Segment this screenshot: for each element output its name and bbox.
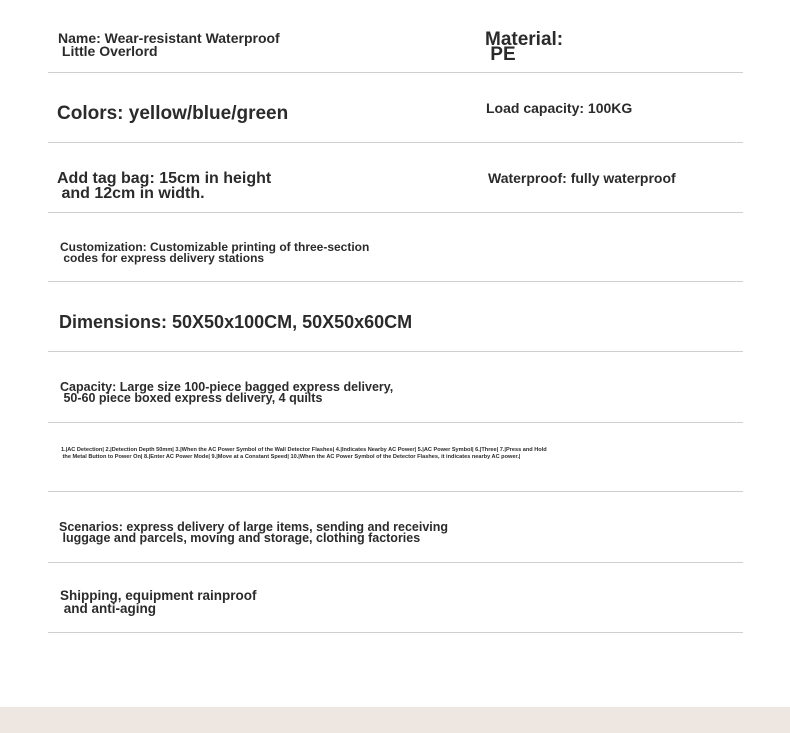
spec-capacity-text: Capacity: Large size 100-piece bagged express delivery, 50-60 piece boxed express delivery, 4 quilts	[60, 380, 394, 405]
spec-dimensions-text: Dimensions: 50X50x100CM, 50X50x60CM	[59, 312, 413, 332]
spec-colors-text: Colors: yellow/blue/green	[57, 103, 289, 124]
spec-shipping-text: Shipping, equipment rainproof and anti-aging	[60, 588, 257, 616]
spec-waterproof-text: Waterproof: fully waterproof	[488, 170, 676, 186]
spec-row-scenarios	[48, 491, 743, 563]
spec-row-instructions	[48, 422, 743, 492]
spec-row-name	[48, 0, 743, 73]
spec-row-customization	[48, 212, 743, 282]
footer-band	[0, 707, 790, 733]
spec-row-dimensions	[48, 281, 743, 352]
spec-row-capacity	[48, 351, 743, 423]
spec-tag-bag-text: Add tag bag: 15cm in height and 12cm in width.	[57, 170, 272, 202]
spec-load-capacity-text: Load capacity: 100KG	[486, 100, 633, 116]
spec-customization-text: Customization: Customizable printing of three-section codes for express delivery stations	[60, 240, 370, 265]
spec-row-shipping	[48, 562, 743, 633]
spec-material-text: Material: PE	[485, 29, 564, 65]
spec-scenarios-text: Scenarios: express delivery of large items, sending and receiving luggage and parcels, moving and storage, clothing factories	[59, 520, 449, 545]
spec-name-text: Name: Wear-resistant Waterproof Little Overlord	[58, 30, 280, 59]
spec-instructions-text: 1.|AC Detection| 2.|Detection Depth 50mm| 3.|When the AC Power Symbol of the Wall Detector Flashes| 4.|Indicates Nearby AC Power| 5.|AC Power Symbol| 6.|Three| 7.|Press and Hold the Metal Button to Power On| 8.|Enter AC Power Mode| 9.|Move at a Constant Speed| 10.|When the AC Power Symbol of the Detector Flashes, it indicates nearby AC power.|	[61, 447, 547, 460]
spec-row-colors	[48, 72, 743, 143]
spec-row-tag-bag	[48, 142, 743, 213]
